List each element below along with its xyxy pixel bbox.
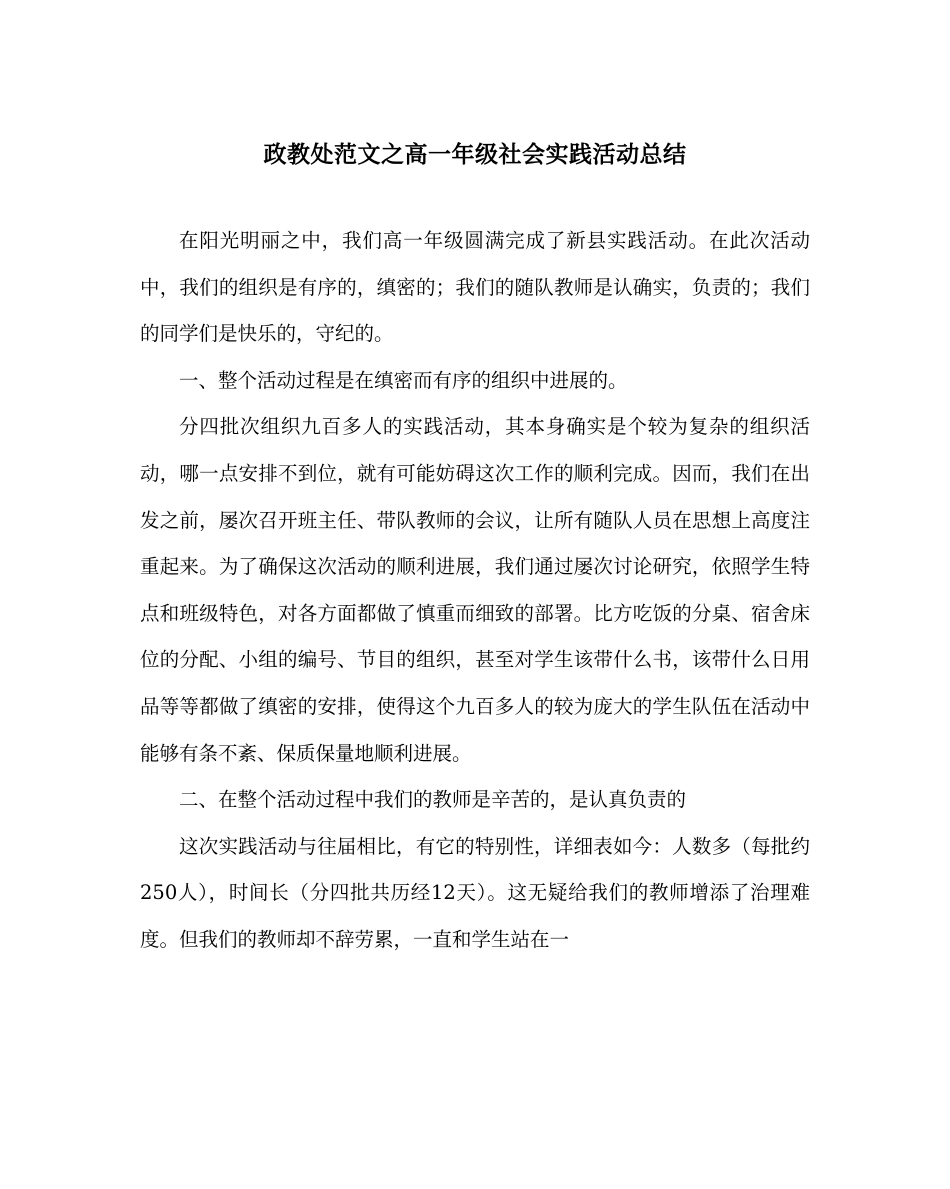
document-body	[140, 218, 810, 964]
document-title: 政教处范文之高一年级社会实践活动总结	[263, 141, 687, 168]
paragraph-intro: 在阳光明丽之中，我们高一年级圆满完成了新县实践活动。在此次活动中，我们的组织是有序的，缜密的；我们的随队教师是认确实，负责的；我们的同学们是快乐的，守纪的。	[140, 229, 810, 346]
paragraph-section-2-heading: 二、在整个活动过程中我们的教师是辛苦的，是认真负责的	[179, 788, 687, 812]
paragraph-section-1-heading: 一、整个活动过程是在缜密而有序的组织中进展的。	[179, 368, 628, 392]
paragraph-section-1-body: 分四批次组织九百多人的实践活动，其本身确实是个较为复杂的组织活动，哪一点安排不到位，就有可能妨碍这次工作的顺利完成。因而，我们在出发之前，屡次召开班主任、带队教师的会议，让所有随队人员在思想上高度注重起来。为了确保这次活动的顺利进展，我们通过屡次讨论研究，依照学生特点和班级特色，对各方面都做了慎重而细致的部署。比方吃饭的分桌、宿舍床位的分配、小组的编号、节目的组织，甚至对学生该带什么书，该带什么日用品等等都做了缜密的安排，使得这个九百多人的较为庞大的学生队伍在活动中能够有条不紊、保质保量地顺利进展。	[140, 415, 810, 765]
paragraph-section-2-body: 这次实践活动与往届相比，有它的特别性，详细表如今：人数多（每批约250人），时间长（分四批共历经12天）。这无疑给我们的教师增添了治理难度。但我们的教师却不辞劳累，一直和学生站在一	[140, 834, 810, 951]
